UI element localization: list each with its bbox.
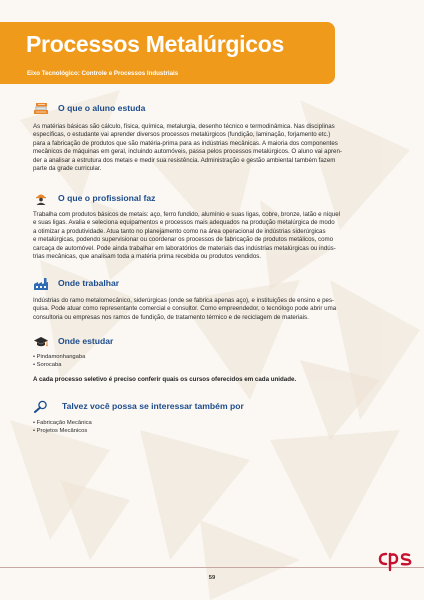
page-title: Processos Metalúrgicos (26, 31, 285, 57)
list-item: • Sorocaba (33, 361, 395, 369)
page-number: 59 (208, 575, 216, 581)
cps-logo (378, 548, 414, 572)
related-courses-list (33, 419, 395, 435)
section-estudar (33, 334, 395, 383)
factory-icon (33, 276, 49, 290)
section-body: Indústrias do ramo metalomecânico, siderúrgicas (onde se fabrica apenas aço), e instituições de ensino e pes- quisa. Pode atuar como representante comercial e consultor. Como empreendedor, o tecnólogo pode abrir uma consultoria ou empresas nos ramos de fundição, de tratamento térmico e de reciclagem de materiais. (33, 297, 337, 321)
selection-note: A cada processo seletivo é preciso conferir quais os cursos oferecidos em cada unidade. (33, 376, 297, 384)
list-item: • Fabricação Mecânica (33, 419, 395, 427)
magnifier-icon (33, 399, 49, 413)
section-title: O que o profissional faz (58, 193, 156, 203)
section-profissional (33, 191, 395, 262)
section-trabalhar (33, 276, 395, 322)
campus-list (33, 353, 395, 369)
list-item: • Pindamonhangaba (33, 353, 395, 361)
section-title: O que o aluno estuda (58, 103, 146, 113)
section-aluno (33, 101, 395, 174)
section-body: Trabalha com produtos básicos de metais: aço, ferro fundido, alumínio e suas ligas, cobre, bronze, latão e níquel e suas ligas. Avalia e seleciona equipamentos e processos mais adequados na produção metalúrgica de modo a otimizar a produtividade. Atua tanto no planejamento como na área operacional de indústrias siderúrgicas e metalúrgicas, podendo supervisionar ou coordenar os processos de fabricação de produtos metálicos, como carcaça de automóvel. Pode ainda trabalhar em laboratórios de materiais das indústrias metalúrgicas ou indús- trias mecânicas, que analisam toda a matéria prima recebida ou produtos vendidos. (33, 211, 340, 261)
section-title: Onde trabalhar (58, 278, 120, 288)
footer-divider (0, 567, 424, 568)
title-banner (0, 22, 335, 84)
list-item: • Projetos Mecânicos (33, 427, 395, 435)
section-body: As matérias básicas são cálculo, física, química, metalurgia, desenho técnico e termodinâmica. Nas disciplinas específicas, o estudante vai aprender diversos processos metalúrgicos (fundição, laminação, forjamento etc.) para a fabricação de produtos que são matéria-prima para as indústrias mecânicas. A maioria dos componentes mecânicos de máquinas em geral, incluindo automóveis, passa pelos processos metalúrgicos. O aluno vai apren- der a analisar a estrutura dos metais e medir sua resistência. Administração e gestão ambiental também fazem parte da grade curricular. (33, 123, 342, 173)
graduation-cap-icon (33, 334, 49, 348)
books-icon (33, 101, 49, 115)
page-subtitle: Eixo Tecnológico: Controle e Processos Industriais (27, 70, 179, 77)
section-interesse (33, 399, 395, 435)
section-title: Talvez você possa se interessar também por (62, 401, 244, 411)
section-title: Onde estudar (58, 336, 114, 346)
worker-icon (33, 191, 49, 205)
